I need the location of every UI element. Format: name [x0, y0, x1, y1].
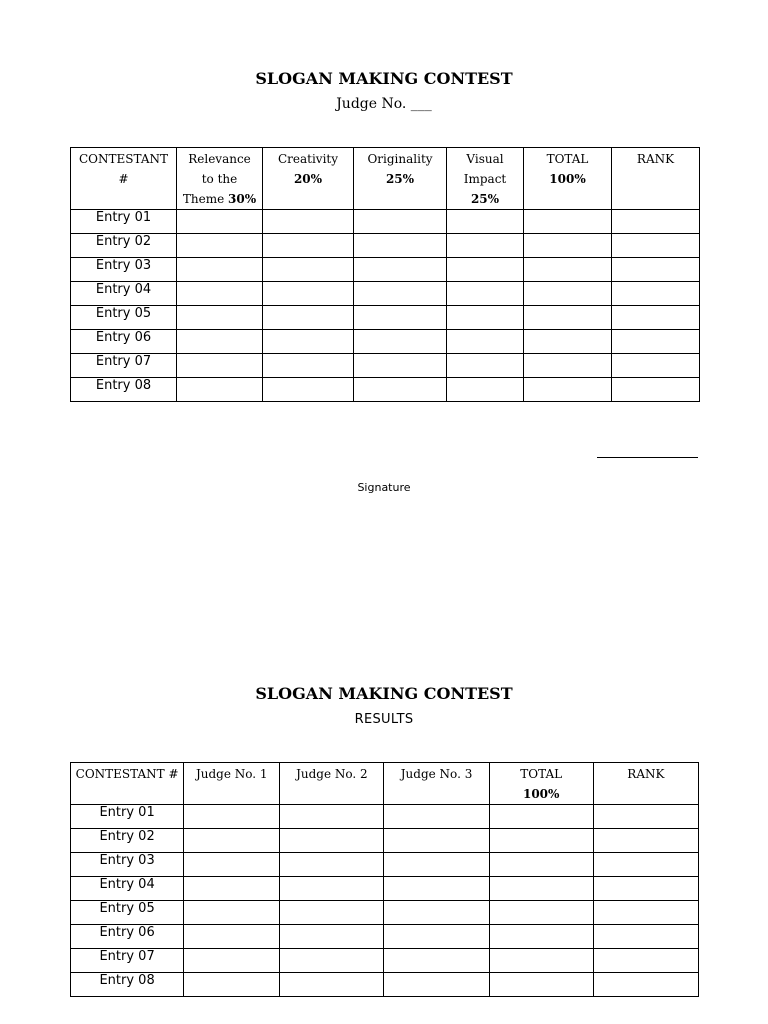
- table-header-row: [71, 763, 699, 805]
- score-cell[interactable]: [177, 258, 263, 282]
- score-cell[interactable]: [489, 805, 593, 829]
- score-cell[interactable]: [184, 829, 280, 853]
- score-cell[interactable]: [263, 210, 354, 234]
- entry-label: Entry 05: [71, 306, 177, 330]
- score-cell[interactable]: [177, 330, 263, 354]
- score-cell[interactable]: [524, 210, 612, 234]
- score-cell[interactable]: [384, 925, 489, 949]
- score-cell[interactable]: [354, 378, 447, 402]
- form2-header-0: [71, 763, 184, 805]
- score-cell[interactable]: [612, 210, 700, 234]
- score-cell[interactable]: [447, 258, 524, 282]
- form2-header-4: [489, 763, 593, 805]
- score-cell[interactable]: [354, 234, 447, 258]
- score-cell[interactable]: [280, 925, 384, 949]
- score-cell[interactable]: [489, 949, 593, 973]
- score-cell[interactable]: [184, 973, 280, 997]
- score-cell[interactable]: [280, 853, 384, 877]
- form2-header-5: [593, 763, 698, 805]
- header-line: CONTESTANT: [78, 152, 169, 166]
- entry-label: Entry 08: [71, 378, 177, 402]
- score-cell[interactable]: [280, 829, 384, 853]
- score-cell[interactable]: [524, 330, 612, 354]
- score-cell[interactable]: [593, 901, 698, 925]
- table-row: [71, 829, 699, 853]
- score-cell[interactable]: [177, 210, 263, 234]
- score-cell[interactable]: [447, 330, 524, 354]
- signature-label: Signature: [357, 481, 411, 494]
- score-cell[interactable]: [184, 877, 280, 901]
- form1-header-1: [177, 148, 263, 210]
- score-cell[interactable]: [280, 877, 384, 901]
- entry-label: Entry 06: [71, 330, 177, 354]
- header-line: Relevance: [188, 152, 251, 166]
- entry-label: Entry 06: [71, 925, 184, 949]
- table-row: [71, 901, 699, 925]
- form1-header-0: [71, 148, 177, 210]
- score-cell[interactable]: [447, 378, 524, 402]
- score-cell[interactable]: [612, 282, 700, 306]
- header-line: Creativity: [277, 152, 339, 166]
- score-cell[interactable]: [524, 234, 612, 258]
- score-cell[interactable]: [489, 901, 593, 925]
- score-cell[interactable]: [593, 949, 698, 973]
- score-cell[interactable]: [593, 925, 698, 949]
- score-cell[interactable]: [184, 925, 280, 949]
- form1-header-6: [612, 148, 700, 210]
- header-line: Judge No. 2: [296, 767, 368, 781]
- form2-header-3: [384, 763, 489, 805]
- score-cell[interactable]: [593, 877, 698, 901]
- table-row: [71, 210, 700, 234]
- form2-header-1: [184, 763, 280, 805]
- score-cell[interactable]: [612, 330, 700, 354]
- score-cell[interactable]: [489, 973, 593, 997]
- score-cell[interactable]: [354, 282, 447, 306]
- score-cell[interactable]: [280, 973, 384, 997]
- entry-label: Entry 08: [71, 973, 184, 997]
- entry-label: Entry 01: [71, 210, 177, 234]
- score-cell[interactable]: [612, 378, 700, 402]
- table-row: [71, 805, 699, 829]
- form1-subtitle: Judge No. ___: [336, 96, 432, 112]
- score-cell[interactable]: [263, 234, 354, 258]
- score-cell[interactable]: [524, 378, 612, 402]
- score-cell[interactable]: [177, 378, 263, 402]
- score-cell[interactable]: [447, 234, 524, 258]
- score-cell[interactable]: [447, 306, 524, 330]
- form2-title: SLOGAN MAKING CONTEST: [255, 684, 513, 703]
- score-cell[interactable]: [184, 901, 280, 925]
- score-cell[interactable]: [384, 973, 489, 997]
- score-cell[interactable]: [354, 330, 447, 354]
- score-cell[interactable]: [447, 210, 524, 234]
- score-cell[interactable]: [612, 234, 700, 258]
- header-line: Judge No. 3: [400, 767, 473, 781]
- form1-header-4: [447, 148, 524, 210]
- score-cell[interactable]: [280, 949, 384, 973]
- score-cell[interactable]: [524, 282, 612, 306]
- score-cell[interactable]: [354, 258, 447, 282]
- table-row: [71, 234, 700, 258]
- score-cell[interactable]: [612, 354, 700, 378]
- form2-header-2: [280, 763, 384, 805]
- table-row: [71, 973, 699, 997]
- entry-label: Entry 01: [71, 805, 184, 829]
- score-cell[interactable]: [593, 853, 698, 877]
- table-row: [71, 925, 699, 949]
- signature-line: [597, 457, 698, 458]
- form1-header-2: [263, 148, 354, 210]
- header-line: TOTAL: [520, 767, 563, 781]
- entry-label: Entry 04: [71, 877, 184, 901]
- score-cell[interactable]: [447, 282, 524, 306]
- table-row: [71, 354, 700, 378]
- score-cell[interactable]: [489, 829, 593, 853]
- header-line: 25%: [385, 172, 415, 186]
- table-row: [71, 258, 700, 282]
- header-line: 100%: [522, 787, 560, 801]
- entry-label: Entry 02: [71, 234, 177, 258]
- header-line: Visual: [466, 152, 504, 166]
- header-line: Impact: [463, 172, 507, 186]
- header-line: #: [118, 172, 129, 186]
- score-cell[interactable]: [489, 877, 593, 901]
- score-cell[interactable]: [489, 853, 593, 877]
- form1-title: SLOGAN MAKING CONTEST: [255, 69, 513, 88]
- header-line: TOTAL: [546, 152, 589, 166]
- header-line: 25%: [470, 192, 500, 206]
- score-cell[interactable]: [524, 306, 612, 330]
- table-row: [71, 853, 699, 877]
- score-cell[interactable]: [524, 354, 612, 378]
- score-cell[interactable]: [177, 282, 263, 306]
- header-line: CONTESTANT #: [75, 767, 179, 781]
- header-line: to the: [201, 172, 238, 186]
- form1-header-5: [524, 148, 612, 210]
- table-row: [71, 877, 699, 901]
- score-cell[interactable]: [263, 330, 354, 354]
- score-cell[interactable]: [354, 354, 447, 378]
- header-line: Originality: [367, 152, 433, 166]
- entry-label: Entry 05: [71, 901, 184, 925]
- score-cell[interactable]: [593, 973, 698, 997]
- score-cell[interactable]: [593, 829, 698, 853]
- score-cell[interactable]: [184, 805, 280, 829]
- score-cell[interactable]: [280, 901, 384, 925]
- score-cell[interactable]: [384, 805, 489, 829]
- score-cell[interactable]: [263, 306, 354, 330]
- header-line: 100%: [549, 172, 586, 186]
- score-cell[interactable]: [384, 853, 489, 877]
- entry-label: Entry 02: [71, 829, 184, 853]
- form1-header-3: [354, 148, 447, 210]
- header-line: Theme 30%: [182, 192, 257, 206]
- score-cell[interactable]: [184, 949, 280, 973]
- entry-label: Entry 07: [71, 949, 184, 973]
- score-cell[interactable]: [593, 805, 698, 829]
- entry-label: Entry 03: [71, 258, 177, 282]
- table-row: [71, 378, 700, 402]
- table-row: [71, 949, 699, 973]
- score-cell[interactable]: [280, 805, 384, 829]
- score-cell[interactable]: [177, 306, 263, 330]
- results-table: [70, 762, 699, 997]
- score-cell[interactable]: [263, 354, 354, 378]
- table-row: [71, 330, 700, 354]
- table-row: [71, 306, 700, 330]
- score-cell[interactable]: [447, 354, 524, 378]
- header-line: RANK: [636, 152, 675, 166]
- score-cell[interactable]: [384, 877, 489, 901]
- score-cell[interactable]: [263, 282, 354, 306]
- score-cell[interactable]: [354, 306, 447, 330]
- score-cell[interactable]: [263, 378, 354, 402]
- table-header-row: [71, 148, 700, 210]
- score-cell[interactable]: [384, 901, 489, 925]
- form2-subtitle: RESULTS: [354, 712, 414, 727]
- entry-label: Entry 04: [71, 282, 177, 306]
- header-line: 20%: [293, 172, 323, 186]
- score-cell[interactable]: [384, 949, 489, 973]
- score-cell[interactable]: [177, 354, 263, 378]
- score-cell[interactable]: [524, 258, 612, 282]
- score-cell[interactable]: [354, 210, 447, 234]
- judge-score-table: [70, 147, 700, 402]
- header-line: RANK: [627, 767, 665, 781]
- score-cell[interactable]: [184, 853, 280, 877]
- score-cell[interactable]: [489, 925, 593, 949]
- entry-label: Entry 03: [71, 853, 184, 877]
- header-line: Judge No. 1: [195, 767, 268, 781]
- score-cell[interactable]: [263, 258, 354, 282]
- table-row: [71, 282, 700, 306]
- score-cell[interactable]: [612, 306, 700, 330]
- entry-label: Entry 07: [71, 354, 177, 378]
- score-cell[interactable]: [384, 829, 489, 853]
- score-cell[interactable]: [177, 234, 263, 258]
- score-cell[interactable]: [612, 258, 700, 282]
